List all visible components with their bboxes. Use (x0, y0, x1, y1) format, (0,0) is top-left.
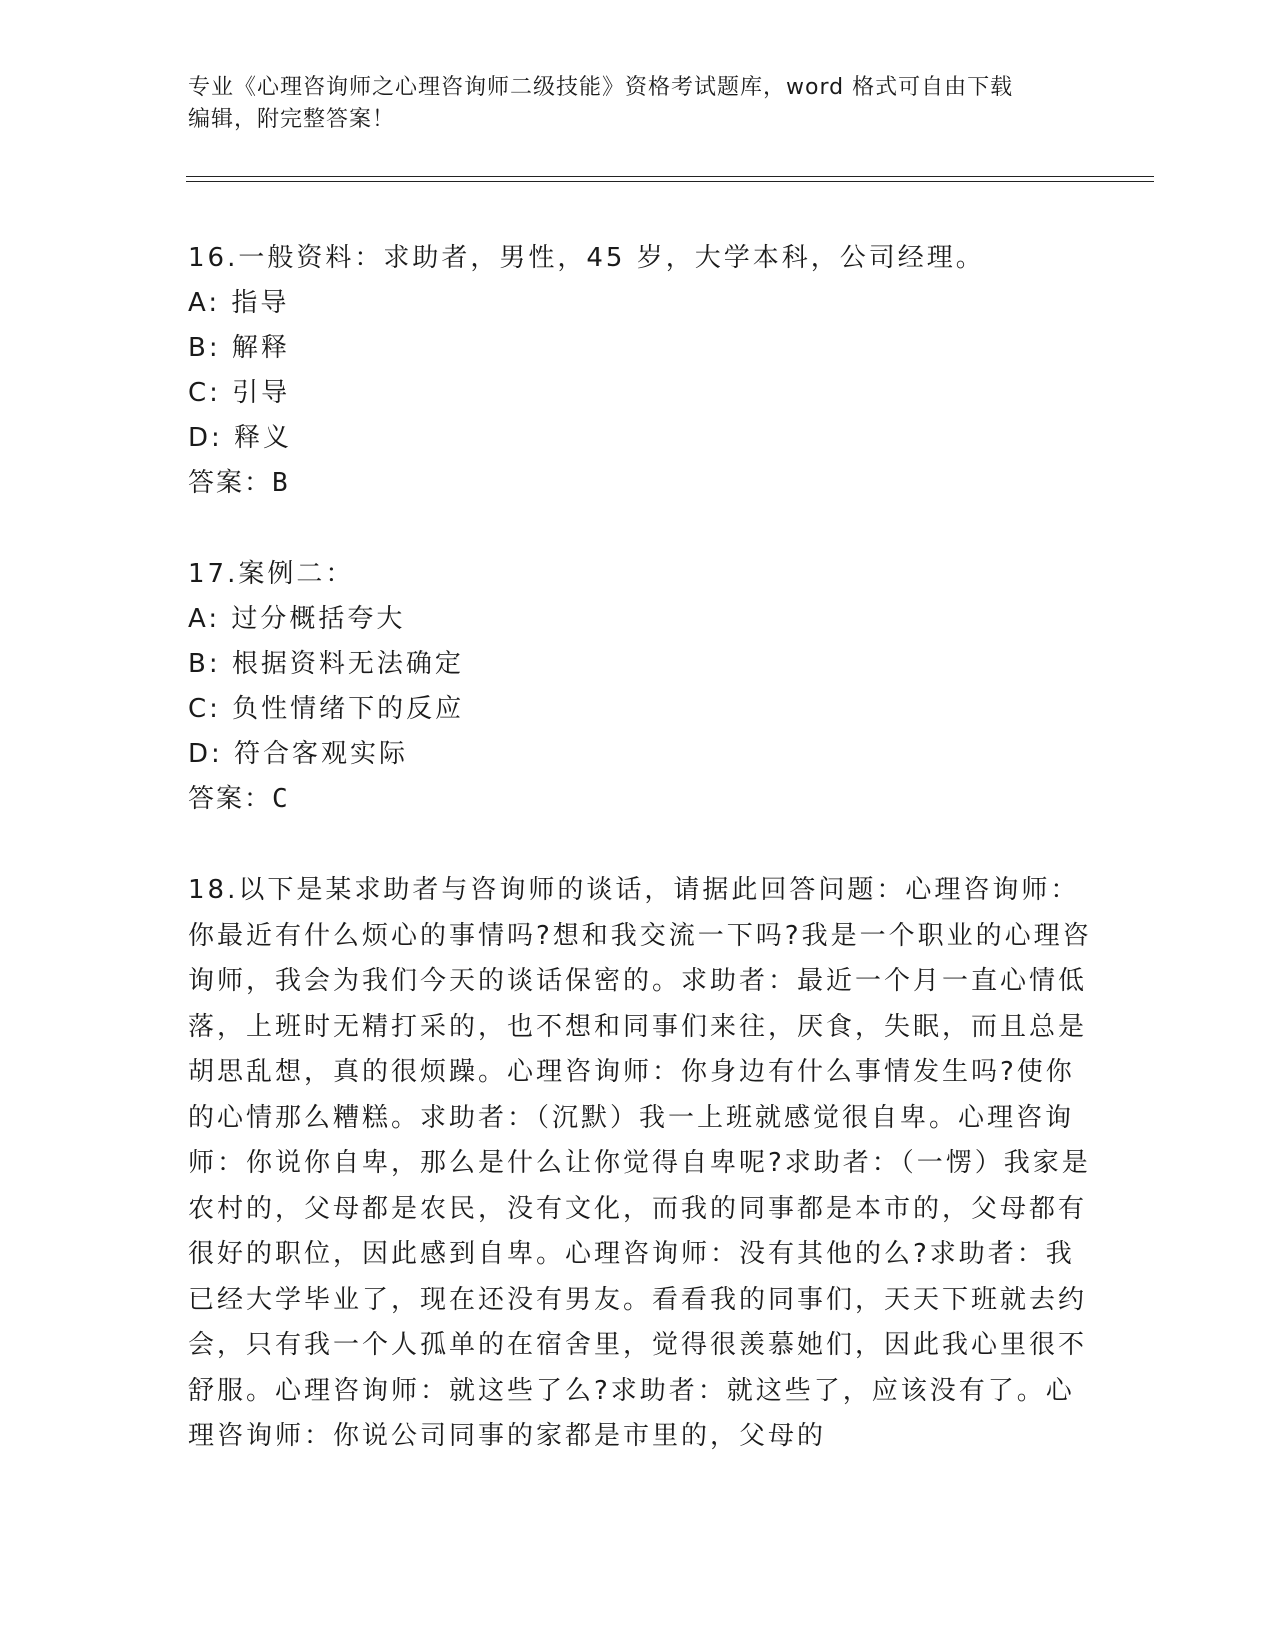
header-line-2: 编辑，附完整答案！ (188, 107, 396, 132)
option-b: B: 根据资料无法确定 (188, 649, 464, 679)
document-header (188, 72, 1088, 136)
header-divider-bottom (186, 181, 1154, 182)
option-d: D: 符合客观实际 (188, 739, 409, 769)
question-title: 17.案例二： (188, 559, 355, 589)
option-c: C: 引导 (188, 378, 291, 408)
answer-label: 答案：C (188, 784, 290, 814)
header-line-1: 专业《心理咨询师之心理咨询师二级技能》资格考试题库，word 格式可自由下载 (188, 75, 1014, 100)
option-a: A: 指导 (188, 288, 290, 318)
question-title: 16.一般资料：求助者，男性，45 岁，大学本科，公司经理。 (188, 243, 985, 273)
question-list (188, 236, 1098, 1506)
option-b: B: 解释 (188, 333, 290, 363)
option-a: A: 过分概括夸大 (188, 604, 406, 634)
answer-label: 答案：B (188, 468, 290, 498)
question-17 (188, 552, 1098, 822)
option-c: C: 负性情绪下的反应 (188, 694, 465, 724)
question-title: 18.以下是某求助者与咨询师的谈话，请据此回答问题：心理咨询师：你最近有什么烦心的事情吗?想和我交流一下吗?我是一个职业的心理咨询师，我会为我们今天的谈话保密的。求助者：最近一个月一直心情低落，上班时无精打采的，也不想和同事们来往，厌食，失眠，而且总是胡思乱想，真的很烦躁。心理咨询师：你身边有什么事情发生吗?使你的心情那么糟糕。求助者：（沉默）我一上班就感觉很自卑。心理咨询师：你说你自卑，那么是什么让你觉得自卑呢?求助者：（一愣）我家是农村的，父母都是农民，没有文化，而我的同事都是本市的，父母都有很好的职位，因此感到自卑。心理咨询师：没有其他的么?求助者：我已经大学毕业了，现在还没有男友。看看我的同事们，天天下班就去约会，只有我一个人孤单的在宿舍里，觉得很羡慕她们，因此我心里很不舒服。心理咨询师：就这些了么?求助者：就这些了，应该没有了。心理咨询师：你说公司同事的家都是市里的，父母的 (188, 875, 1092, 1451)
header-divider-top (186, 176, 1154, 177)
option-d: D: 释义 (188, 423, 293, 453)
question-16 (188, 236, 1098, 506)
question-18 (188, 868, 1098, 1460)
